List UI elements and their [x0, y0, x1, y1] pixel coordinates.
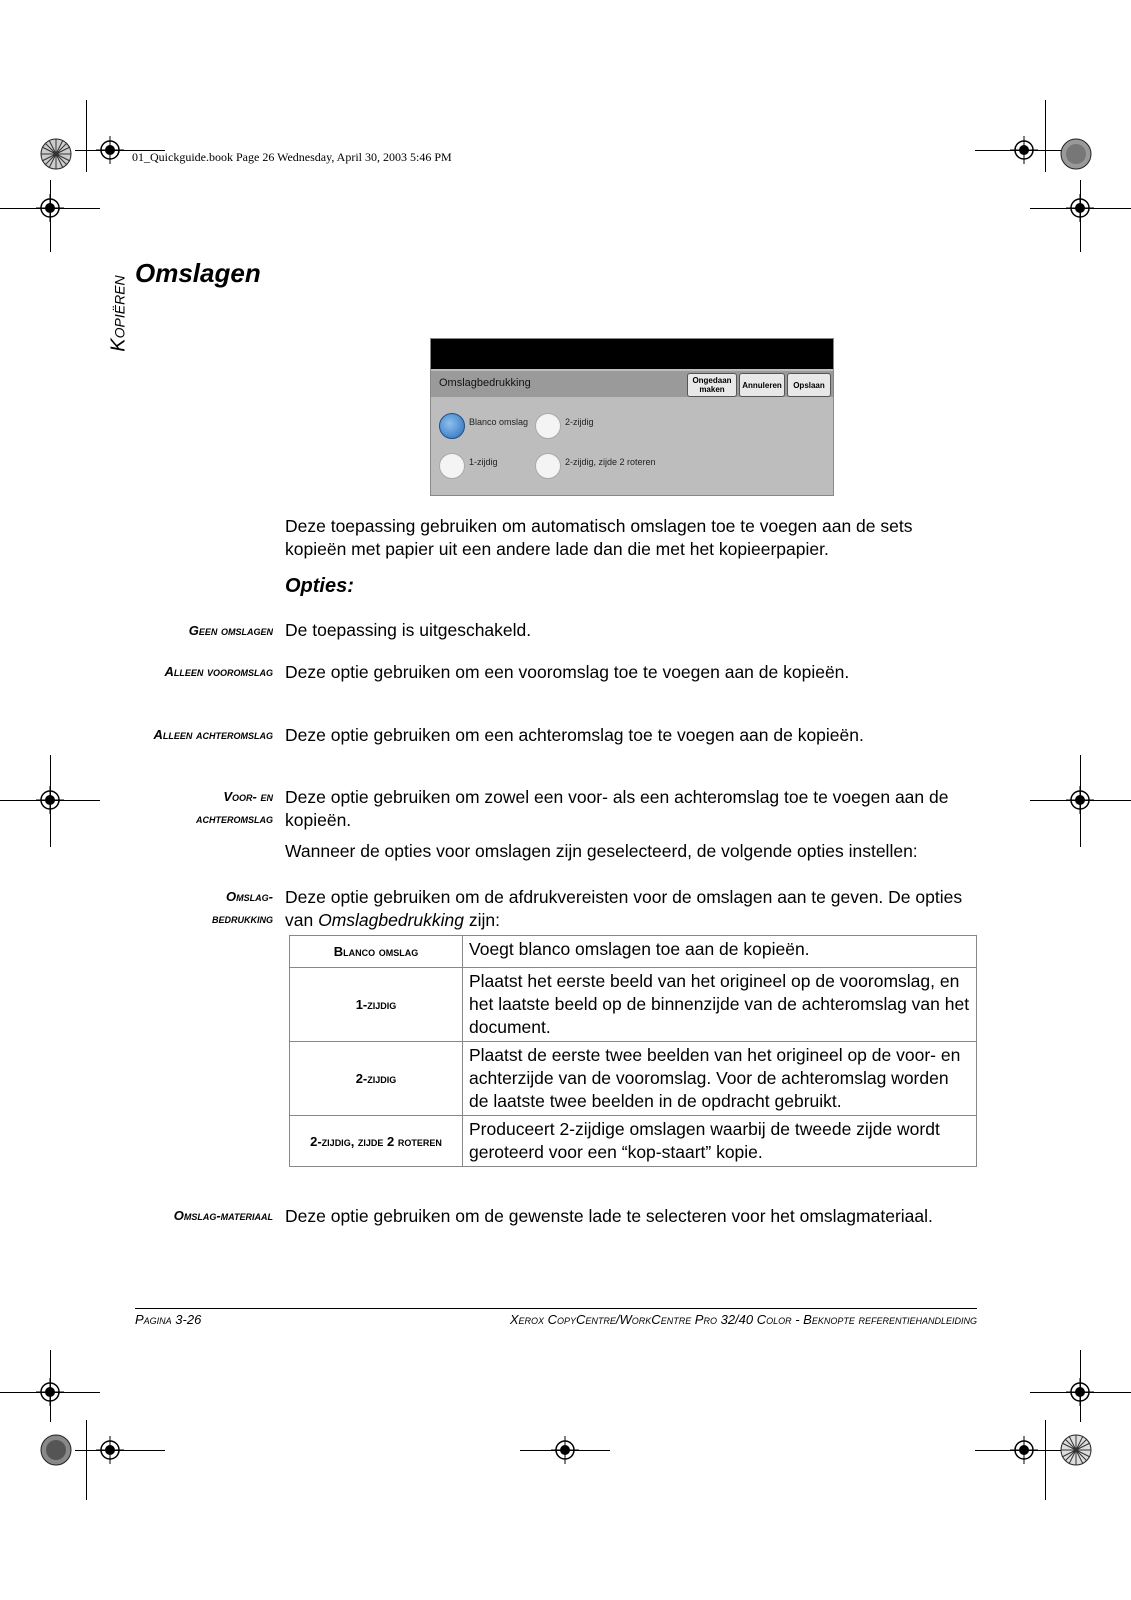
options-heading: Opties:	[285, 575, 354, 597]
undo-button[interactable]: Ongedaan maken	[687, 373, 737, 397]
table-key: Blanco omslag	[290, 936, 463, 968]
option-label: Omslag-bedrukking	[211, 889, 273, 926]
table-row	[290, 936, 977, 968]
footer-title: Xerox CopyCentre/WorkCentre Pro 32/40 Color - Beknopte referentiehandleiding	[509, 1312, 977, 1327]
registration-mark-icon	[551, 1436, 579, 1464]
option-label: Geen omslagen	[188, 623, 273, 638]
radio-label: Blanco omslag	[469, 417, 529, 427]
screen-top-bar	[431, 339, 833, 369]
radio-2-zijdig-roteren[interactable]	[535, 453, 561, 479]
option-text: De toepassing is uitgeschakeld.	[285, 620, 532, 640]
cancel-button[interactable]: Annuleren	[739, 373, 785, 397]
footer-rule	[135, 1308, 977, 1309]
color-target-icon	[1060, 138, 1092, 170]
registration-mark-icon	[1066, 1378, 1094, 1406]
table-row	[290, 968, 977, 1042]
color-target-icon	[40, 1434, 72, 1466]
page-number: Pagina 3-26	[135, 1312, 202, 1327]
registration-mark-icon	[36, 1378, 64, 1406]
table-value: Plaatst het eerste beeld van het origineel op de vooromslag, en het laatste beeld op de binnenzijde van de achteromslag van het document.	[463, 968, 977, 1042]
radio-label: 2-zijdig, zijde 2 roteren	[565, 457, 656, 467]
option-text: Deze optie gebruiken om een vooromslag toe te voegen aan de kopieën.	[285, 662, 850, 682]
option-label: Alleen achteromslag	[153, 727, 273, 742]
touchscreen-capture	[430, 338, 834, 496]
registration-mark-icon	[1066, 194, 1094, 222]
note-paragraph: Wanneer de opties voor omslagen zijn geselecteerd, de volgende opties instellen:	[285, 841, 918, 861]
option-label: Alleen vooromslag	[164, 664, 273, 679]
registration-mark-icon	[36, 194, 64, 222]
color-target-icon	[40, 138, 72, 170]
screen-title-bar	[431, 371, 833, 397]
option-label: Voor- en achteromslag	[196, 789, 273, 826]
registration-mark-icon	[1010, 1436, 1038, 1464]
table-value: Plaatst de eerste twee beelden van het origineel op de voor- en achterzijde van de vooromslag. Voor de achteromslag worden de laatste twee beelden in de opdracht gebruikt.	[463, 1042, 977, 1116]
radio-label: 1-zijdig	[469, 457, 498, 467]
radio-label: 2-zijdig	[565, 417, 594, 427]
registration-mark-icon	[96, 1436, 124, 1464]
bedrukking-text: Deze optie gebruiken om de afdrukvereisten voor de omslagen aan te geven. De opties van Omslagbedrukking zijn:	[285, 887, 963, 930]
table-value: Produceert 2-zijdige omslagen waarbij de tweede zijde wordt geroteerd voor een “kop-staart” kopie.	[463, 1116, 977, 1167]
color-target-icon	[1060, 1434, 1092, 1466]
side-tab: Kopiëren	[107, 275, 130, 352]
save-button[interactable]: Opslaan	[787, 373, 831, 397]
book-header: 01_Quickguide.book Page 26 Wednesday, April 30, 2003 5:46 PM	[132, 150, 452, 164]
registration-mark-icon	[1066, 786, 1094, 814]
table-value: Voegt blanco omslagen toe aan de kopieën.	[463, 936, 977, 968]
table-key: 1-zijdig	[290, 968, 463, 1042]
radio-1-zijdig[interactable]	[439, 453, 465, 479]
radio-blanco-omslag[interactable]	[439, 413, 465, 439]
table-key: 2-zijdig	[290, 1042, 463, 1116]
screen-title: Omslagbedrukking	[439, 377, 531, 389]
options-table	[289, 935, 977, 1167]
table-row	[290, 1042, 977, 1116]
table-key: 2-zijdig, zijde 2 roteren	[290, 1116, 463, 1167]
option-label: Omslag-materiaal	[173, 1208, 273, 1223]
page-title: Omslagen	[135, 258, 261, 288]
option-text: Deze optie gebruiken om een achteromslag toe te voegen aan de kopieën.	[285, 725, 864, 745]
option-text: Deze optie gebruiken om zowel een voor- als een achteromslag toe te voegen aan de kopieën.	[285, 787, 949, 830]
registration-mark-icon	[36, 786, 64, 814]
materiaal-text: Deze optie gebruiken om de gewenste lade te selecteren voor het omslagmateriaal.	[285, 1206, 933, 1226]
registration-mark-icon	[96, 136, 124, 164]
radio-2-zijdig[interactable]	[535, 413, 561, 439]
table-row	[290, 1116, 977, 1167]
intro-paragraph: Deze toepassing gebruiken om automatisch omslagen toe te voegen aan de sets kopieën met papier uit een andere lade dan die met het kopieerpapier.	[285, 516, 913, 559]
registration-mark-icon	[1010, 136, 1038, 164]
